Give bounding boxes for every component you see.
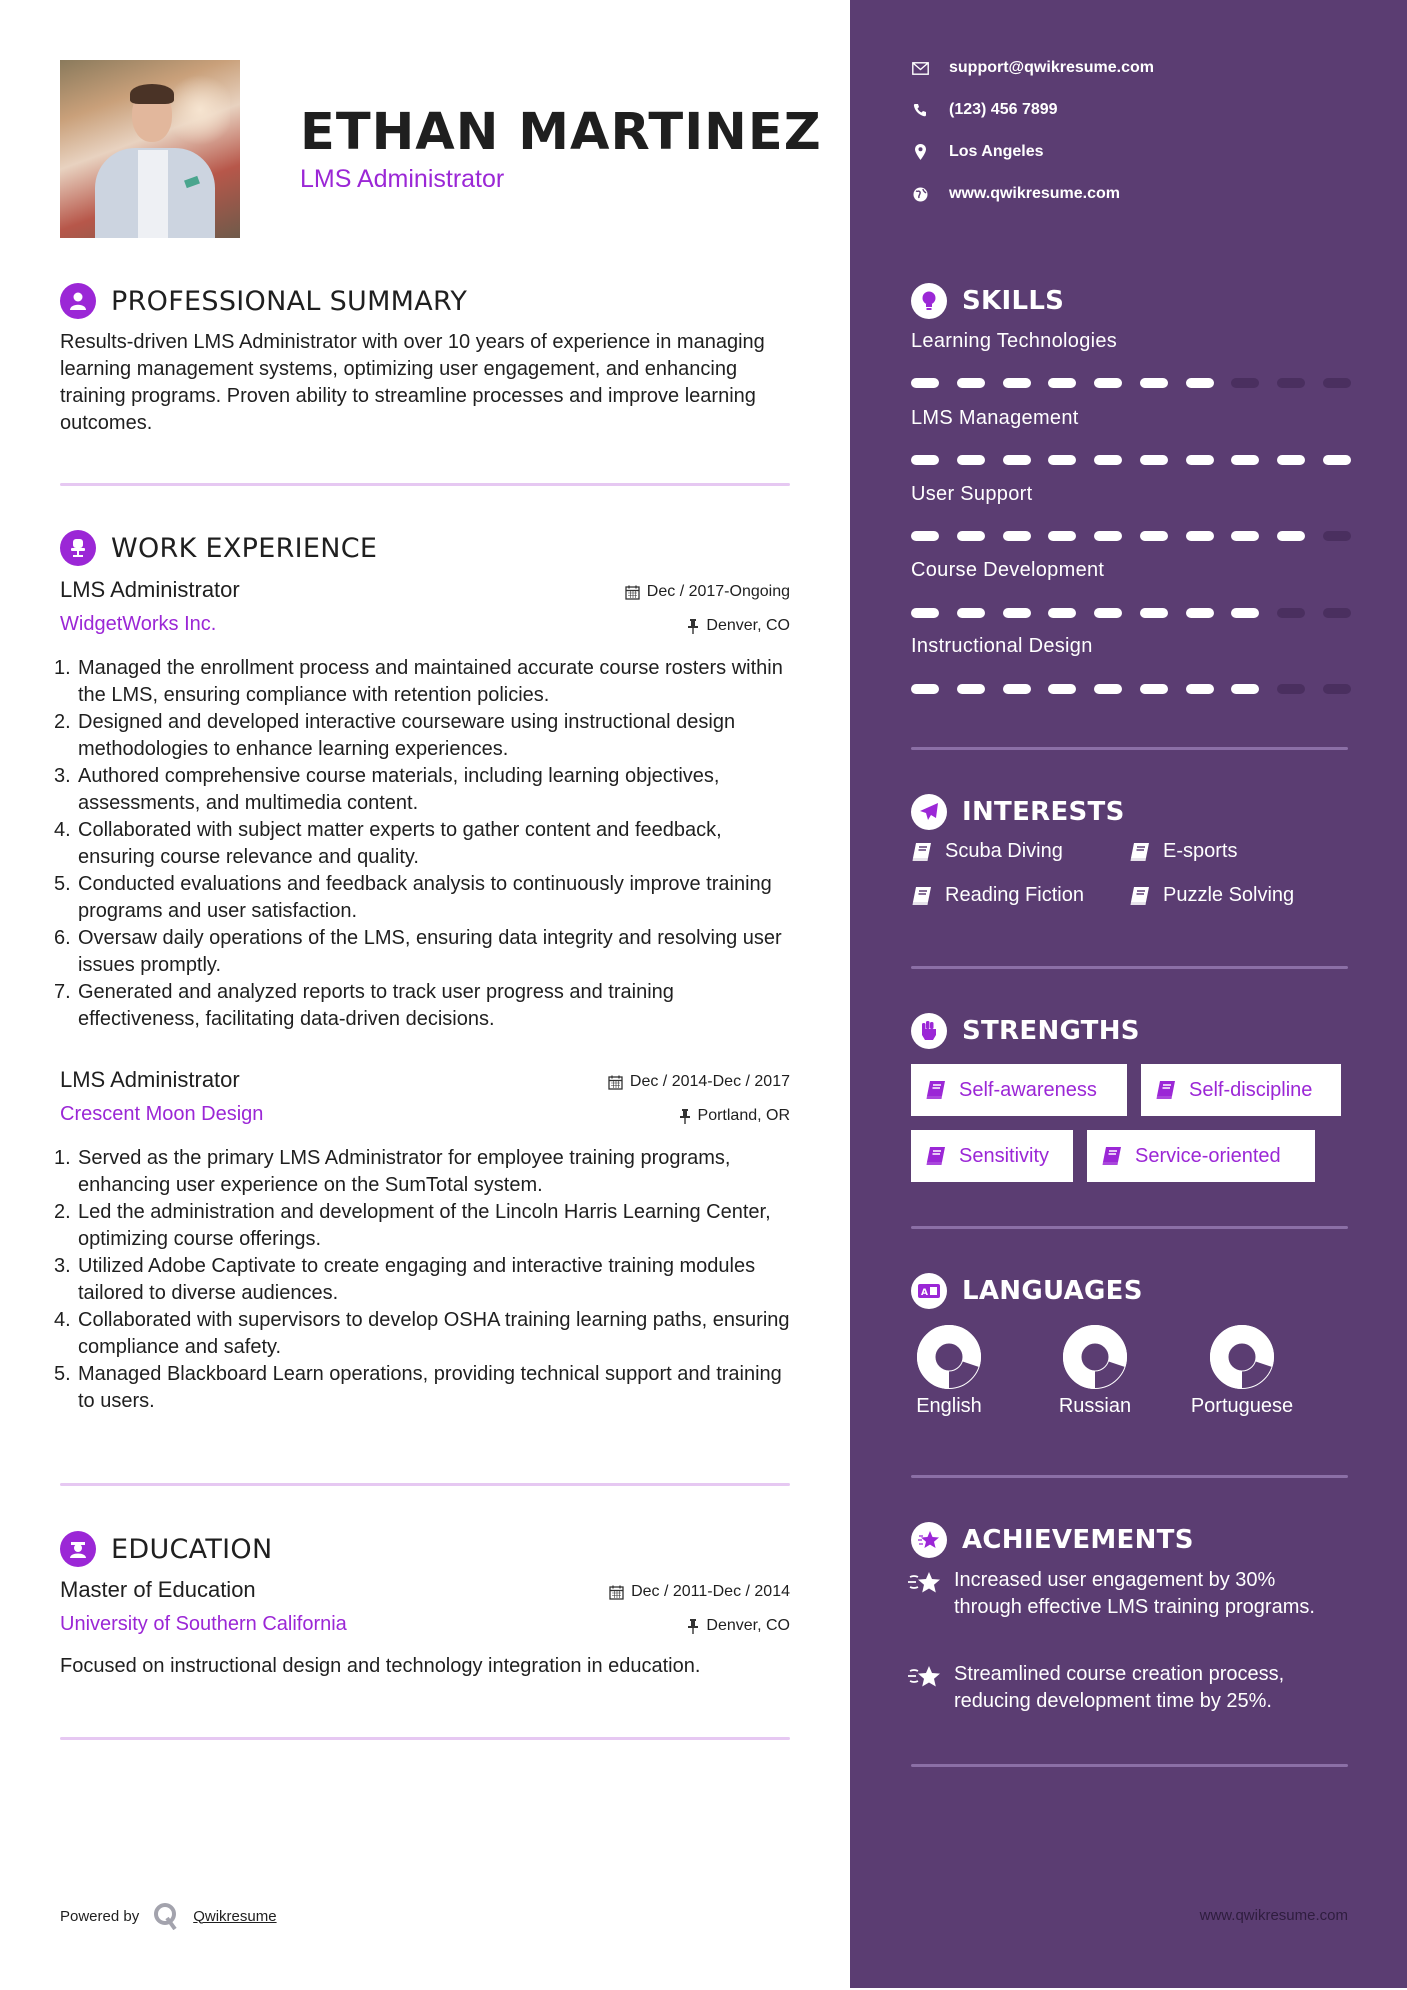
map-marker-icon [915,144,926,160]
svg-text:A: A [921,1288,928,1298]
section-header-summary [60,283,467,319]
skill-rating-bar [911,608,1351,618]
book-icon [911,842,933,862]
section-header-skills [911,283,1064,319]
bullet-item: 4. Collaborated with supervisors to develop OSHA training learning paths, ensuring compliance and safety. [54,1309,790,1358]
skill-label: Instructional Design [911,635,1093,657]
job-entry [54,1067,790,1415]
footer-website: www.qwikresume.com [1199,1907,1348,1924]
section-title: WORK EXPERIENCE [111,532,378,564]
divider [911,1764,1348,1767]
job-date: Dec / 2017-Ongoing [625,583,790,601]
proficiency-donut [1210,1325,1274,1389]
book-icon [1155,1080,1177,1100]
job-title: LMS Administrator [60,577,240,602]
skill-label: Course Development [911,559,1105,581]
star-badge-icon [911,1522,947,1558]
shooting-star-icon [908,1570,942,1596]
skill-rating-bar [911,531,1351,541]
job-title: LMS Administrator [60,1067,240,1092]
divider [911,1226,1348,1229]
job-location: Portland, OR [679,1107,790,1125]
book-icon [925,1080,947,1100]
calendar-icon [609,1585,624,1600]
section-header-education [60,1531,272,1567]
calendar-icon [608,1075,623,1090]
divider [911,966,1348,969]
envelope-icon [912,62,929,75]
calendar-icon [625,585,640,600]
language-item: English [884,1325,1014,1418]
bullet-item: 1. Served as the primary LMS Administrator for employee training programs, enhancing user experience on the SumTotal system. [54,1147,731,1196]
interest-item: Reading Fiction [911,884,1084,907]
shooting-star-icon [908,1664,942,1690]
language-item: Russian [1030,1325,1160,1418]
company-name: Crescent Moon Design [60,1103,264,1125]
translate-icon [911,1273,947,1309]
language-item: Portuguese [1177,1325,1307,1418]
section-title: ACHIEVEMENTS [962,1525,1194,1555]
contact-email: support@qwikresume.com [911,59,1154,77]
education-entry [60,1577,790,1680]
education-location: Denver, CO [687,1617,790,1635]
section-title: EDUCATION [111,1533,273,1565]
skill-label: User Support [911,483,1033,505]
bullet-item: 2. Designed and developed interactive courseware using instructional design methodologies to enhance learning experiences. [54,711,736,760]
qwikresume-link[interactable]: Qwikresume [193,1907,277,1925]
degree-title: Master of Education [60,1577,256,1602]
strength-chip: Service-oriented [1087,1130,1315,1182]
paper-plane-icon [911,794,947,830]
job-date: Dec / 2014-Dec / 2017 [608,1073,790,1091]
bullet-item: 3. Authored comprehensive course materials, including learning objectives, assessments, and multimedia content. [54,765,720,814]
skill-rating-bar [911,455,1351,465]
company-name: WidgetWorks Inc. [60,613,217,635]
bullet-item: 2. Led the administration and development of the Lincoln Harris Learning Center, optimizing course offerings. [54,1201,771,1250]
skill-label: Learning Technologies [911,330,1118,352]
proficiency-donut [917,1325,981,1389]
section-title: PROFESSIONAL SUMMARY [111,285,468,317]
sidebar [850,0,1407,1988]
job-bullets [54,655,790,1033]
section-title: INTERESTS [962,797,1125,827]
candidate-role: LMS Administrator [300,165,505,193]
strength-chip: Sensitivity [911,1130,1073,1182]
contact-website: www.qwikresume.com [911,185,1120,203]
bullet-item: 6. Oversaw daily operations of the LMS, ensuring data integrity and resolving user issues promptly. [54,927,782,976]
profile-photo [60,60,240,238]
divider [60,1483,790,1486]
candidate-name: ETHAN MARTINEZ [300,103,822,162]
strength-chip: Self-discipline [1141,1064,1341,1116]
section-header-interests [911,794,1125,830]
summary-text: Results-driven LMS Administrator with over 10 years of experience in managing learning management systems, optimizing user engagement, and enhancing training programs. Proven ability to streamline processes and improve learning outcomes. [60,331,765,434]
job-entry [54,577,790,1033]
interest-item: Puzzle Solving [1129,884,1294,907]
achievement-item: Increased user engagement by 30% through effective LMS training programs. [908,1567,1348,1621]
divider [60,483,790,486]
skill-label: LMS Management [911,407,1079,429]
divider [911,747,1348,750]
school-name: University of Southern California [60,1613,347,1635]
fist-icon [911,1013,947,1049]
bullet-item: 3. Utilized Adobe Captivate to create engaging and interactive training modules tailored to diverse audiences. [54,1255,756,1304]
pin-icon [687,619,699,634]
section-header-languages [911,1273,1143,1309]
book-icon [1129,842,1151,862]
section-header-experience [60,530,377,566]
strength-chip: Self-awareness [911,1064,1127,1116]
interest-item: Scuba Diving [911,840,1063,863]
pin-icon [687,1619,699,1634]
divider [911,1475,1348,1478]
globe-icon [913,187,928,202]
book-icon [925,1146,947,1166]
divider [60,1737,790,1740]
book-icon [911,886,933,906]
powered-by: Powered by Qwikresume [60,1902,277,1930]
phone-icon [913,103,927,117]
education-description: Focused on instructional design and technology integration in education. [60,1655,701,1677]
proficiency-donut [1063,1325,1127,1389]
skill-rating-bar [911,684,1351,694]
bullet-item: 1. Managed the enrollment process and maintained accurate course rosters within the LMS, ensuring compliance with retention policies. [54,657,783,706]
education-date: Dec / 2011-Dec / 2014 [609,1583,790,1601]
user-icon [60,283,96,319]
contact-location: Los Angeles [911,143,1044,161]
bullet-item: 5. Conducted evaluations and feedback analysis to continuously improve training programs and user satisfaction. [54,873,772,922]
chair-icon [60,530,96,566]
skill-rating-bar [911,378,1351,388]
job-bullets [54,1145,790,1415]
section-header-strengths [911,1013,1140,1049]
bullet-item: 4. Collaborated with subject matter experts to gather content and feedback, ensuring course relevance and quality. [54,819,722,868]
section-title: STRENGTHS [962,1016,1140,1046]
contact-phone: (123) 456 7899 [911,101,1058,119]
section-header-achievements [911,1522,1194,1558]
bullet-item: 7. Generated and analyzed reports to track user progress and training effectiveness, facilitating data-driven decisions. [54,981,674,1030]
interest-item: E-sports [1129,840,1237,863]
book-icon [1129,886,1151,906]
achievement-item: Streamlined course creation process, reducing development time by 25%. [908,1661,1348,1715]
pin-icon [679,1109,691,1124]
book-icon [1101,1146,1123,1166]
qwikresume-logo-icon [153,1902,179,1930]
lightbulb-icon [911,283,947,319]
section-title: SKILLS [962,286,1065,316]
job-location: Denver, CO [687,617,790,635]
graduate-icon [60,1531,96,1567]
section-title: LANGUAGES [962,1276,1143,1306]
bullet-item: 5. Managed Blackboard Learn operations, providing technical support and training to users. [54,1363,782,1412]
